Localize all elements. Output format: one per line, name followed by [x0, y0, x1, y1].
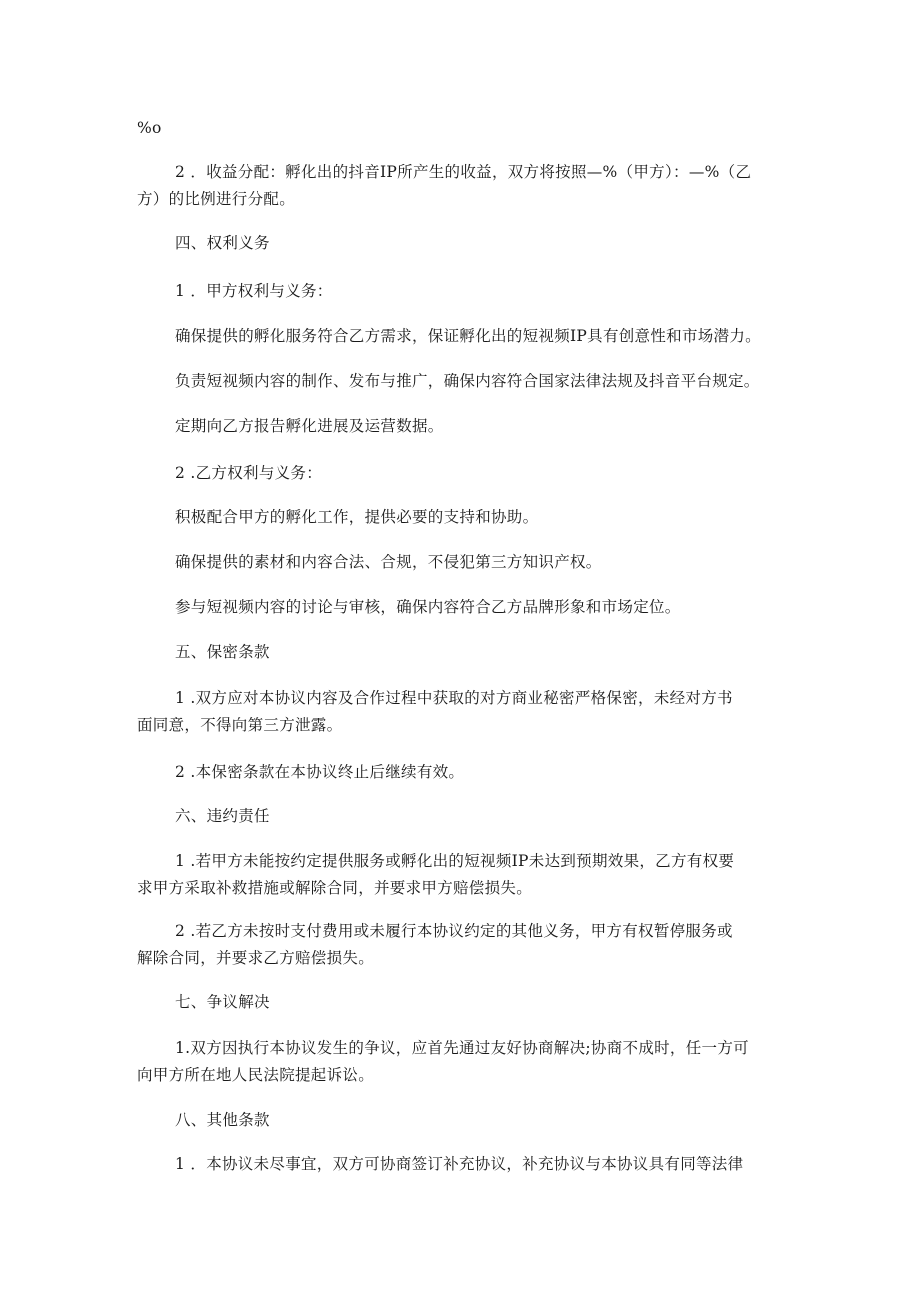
text-line: 1.双方因执行本协议发生的争议，应首先通过友好协商解决;协商不成时，任一方可 — [175, 1039, 749, 1057]
text-line: 参与短视频内容的讨论与审核，确保内容符合乙方品牌形象和市场定位。 — [175, 598, 681, 616]
text-line: 1 ．本协议未尽事宜，双方可协商签订补充协议，补充协议与本协议具有同等法律 — [175, 1155, 744, 1173]
text-line: 2 .本保密条款在本协议终止后继续有效。 — [175, 763, 465, 781]
text-line: 2 .乙方权利与义务： — [175, 464, 323, 482]
text-line: 2 .若乙方未按时支付费用或未履行本协议约定的其他义务，甲方有权暂停服务或 — [175, 922, 733, 940]
text-line: 求甲方采取补救措施或解除合同，并要求甲方赔偿损失。 — [137, 879, 533, 897]
text-line: 定期向乙方报告孵化进展及运营数据。 — [175, 417, 444, 435]
text-line: 解除合同，并要求乙方赔偿损失。 — [137, 949, 375, 967]
text-line: %o — [137, 119, 162, 137]
text-line: 确保提供的孵化服务符合乙方需求，保证孵化出的短视频IP具有创意性和市场潜力。 — [175, 327, 761, 345]
text-line: 2 ．收益分配：孵化出的抖音IP所产生的收益，双方将按照—%（甲方）：—%（乙 — [175, 163, 752, 181]
section-heading: 六、违约责任 — [175, 807, 270, 825]
text-line: 确保提供的素材和内容合法、合规，不侵犯第三方知识产权。 — [175, 553, 602, 571]
text-line: 方）的比例进行分配。 — [137, 190, 296, 208]
section-heading: 七、争议解决 — [175, 993, 270, 1011]
text-line: 积极配合甲方的孵化工作，提供必要的支持和协助。 — [175, 508, 539, 526]
section-heading: 五、保密条款 — [175, 643, 270, 661]
text-line: 1 .若甲方未能按约定提供服务或孵化出的短视频IP未达到预期效果，乙方有权要 — [175, 852, 735, 870]
text-line: 负责短视频内容的制作、发布与推广，确保内容符合国家法律法规及抖音平台规定。 — [175, 372, 760, 390]
text-line: 1 ．甲方权利与义务： — [175, 282, 333, 300]
section-heading: 四、权利义务 — [175, 234, 270, 252]
text-line: 向甲方所在地人民法院提起诉讼。 — [137, 1066, 375, 1084]
section-heading: 八、其他条款 — [175, 1111, 270, 1129]
text-line: 面同意，不得向第三方泄露。 — [137, 716, 343, 734]
text-line: 1 .双方应对本协议内容及合作过程中获取的对方商业秘密严格保密，未经对方书 — [175, 689, 733, 707]
